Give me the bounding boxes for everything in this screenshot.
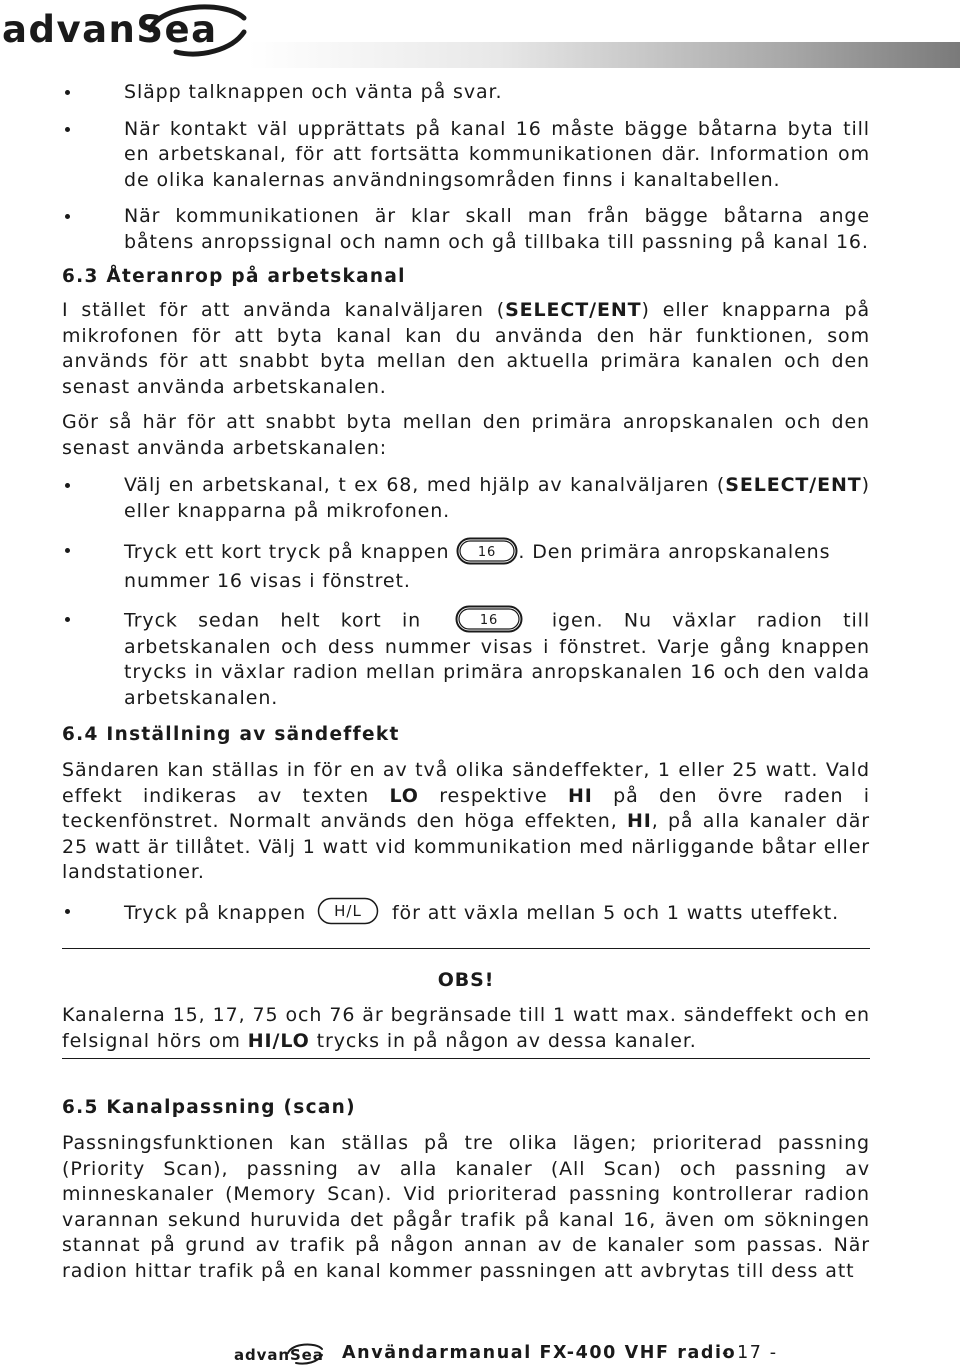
channel-16-key-icon: [456, 537, 518, 565]
svg-text:advanSea: advanSea: [234, 1346, 324, 1364]
footer-title: Användarmanual FX-400 VHF radio: [342, 1343, 737, 1363]
section-heading: 6.3 Återanrop på arbetskanal: [62, 266, 406, 287]
bullet-text: När kontakt väl upprättats på kanal 16 måste bägge båtarna byta till en arbetskanal, för att fortsätta kommunikationen där. Information om de olika kanalernas användningsområden finns i kanaltabellen.: [124, 117, 870, 191]
advansea-logo: [0, 0, 250, 66]
channel-16-key-icon: [455, 605, 523, 633]
page-header: [0, 0, 960, 68]
logo-text: advanSea: [2, 8, 218, 51]
list-item: Välj en arbetskanal, t ex 68, med hjälp av kanalväljaren (SELECT/ENT) eller knapparna på mikrofonen.: [62, 473, 870, 524]
section-heading: 6.5 Kanalpassning (scan): [62, 1097, 356, 1118]
page-content: [62, 78, 870, 1284]
obs-bottom-rule: [62, 1058, 870, 1059]
paragraph: I stället för att använda kanalväljaren (SELECT/ENT) eller knapparna på mikrofonen för att byta kanal kan du använda den här funktionen, som används för att snabbt byta mellan den aktuella primära kanalen och den senast använda arbetskanalen.: [62, 299, 870, 398]
page-number: - 17 -: [722, 1343, 778, 1363]
paragraph: Passningsfunktionen kan ställas på tre olika lägen; prioriterad passning (Priority Scan), passning av alla kanaler (All Scan) och passning av minneskanaler (Memory Scan). Vid prioriterad passning kontrollerar radion varannan sekund huruvida det pågår trafik på kanal 16, även om sökningen stannat på grund av trafik på någon annan av de kanaler som passas. När radion hittar trafik på en kanal kommer passningen att avbrytas till dess att: [62, 1132, 870, 1282]
paragraph: Gör så här för att snabbt byta mellan den primära anropskanalen och den senast använda arbetskanalen:: [62, 411, 870, 459]
obs-note: Kanalerna 15, 17, 75 och 76 är begränsade till 1 watt max. sändeffekt och en felsignal hörs om HI/LO trycks in på någon av dessa kanaler.: [62, 1004, 870, 1052]
header-gradient-bar: [248, 42, 960, 68]
list-item: [62, 204, 870, 255]
section-heading: 6.4 Inställning av sändeffekt: [62, 724, 400, 745]
hl-key-icon: [317, 897, 379, 925]
bullet-text: Släpp talknappen och vänta på svar.: [124, 81, 503, 103]
svg-text:16: 16: [478, 544, 497, 560]
list-item: [62, 117, 870, 194]
list-item: Tryck ett kort tryck på knappen 16 . Den primära anropskanalens nummer 16 visas i fönstret.: [62, 538, 870, 595]
obs-title: OBS!: [437, 969, 495, 991]
footer-advansea-logo: [234, 1341, 324, 1367]
obs-top-rule: [62, 948, 870, 949]
paragraph: Sändaren kan ställas in för en av två olika sändeffekter, 1 eller 25 watt. Vald effekt indikeras av texten LO respektive HI på den övre raden i teckenfönstret. Normalt används den höga effekten, HI, på alla kanaler där 25 watt är tillåtet. Välj 1 watt vid kommunikation med närliggande båtar eller landstationer.: [62, 759, 871, 883]
svg-text:H/L: H/L: [334, 902, 362, 920]
bullet-text: När kommunikationen är klar skall man från bägge båtarna ange båtens anropssignal och namn och gå tillbaka till passning på kanal 16.: [124, 205, 870, 253]
page-footer: [0, 1336, 960, 1366]
list-item: Tryck sedan helt kort in 16 igen. Nu växlar radion till arbetskanalen och dess nummer visas i fönstret. Varje gång knappen trycks in växlar radion mellan primära anropskanalen 16 och den valda arbetskanalen.: [62, 607, 870, 712]
list-item: Tryck på knappen H/L för att växla mellan 5 och 1 watts uteffekt.: [62, 899, 870, 928]
svg-text:16: 16: [480, 612, 499, 628]
list-item: [62, 80, 870, 106]
